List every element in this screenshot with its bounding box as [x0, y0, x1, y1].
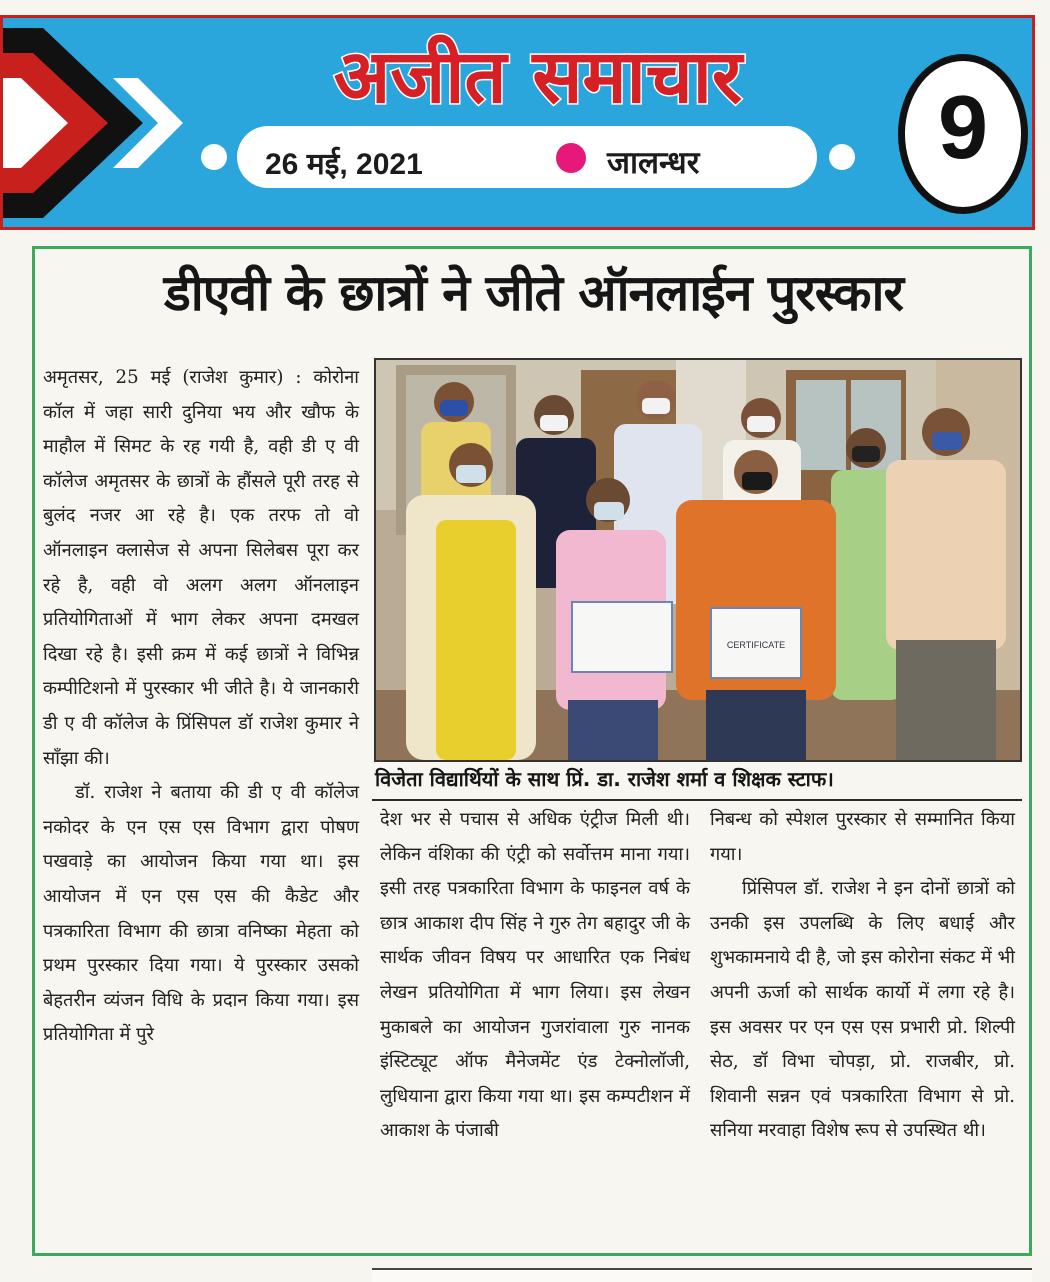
- page-number-badge: [898, 54, 1028, 214]
- column-3-paragraph-2: प्रिंसिपल डॉ. राजेश ने इन दोनों छात्रों को उनकी इस उपलब्धि के लिए बधाई और शुभकामनाये दी है, जो इस कोरोना संकट में भी अपनी ऊर्जा को सार्थक कार्यो में लगा रहे है। इस अवसर पर एन एस एस प्रभारी प्रो. शिल्पी सेठ, डॉ विभा चोपड़ा, प्रो. राजबीर, प्रो. शिवानी सन्नन एवं पत्रकारिता विभाग से प्रो. सनिया मरवाहा विशेष रूप से उपस्थित थी।: [710, 878, 1015, 1142]
- photo-caption: विजेता विद्यार्थियों के साथ प्रिं. डा. राजेश शर्मा व शिक्षक स्टाफ।: [375, 767, 834, 791]
- decorative-dot-right: [829, 144, 855, 170]
- group-photo: [374, 358, 1022, 762]
- masthead-banner: [0, 15, 1035, 230]
- newspaper-brand: अजीत समाचार: [333, 34, 743, 120]
- page-number: 9: [937, 78, 989, 178]
- article-column-1: [43, 361, 359, 1053]
- issue-date: 26 मई, 2021: [265, 148, 423, 181]
- edition-city: जालन्धर: [607, 145, 700, 180]
- article-headline: डीएवी के छात्रों ने जीते ऑनलाईन पुरस्कार: [164, 264, 903, 322]
- certificate-label: CERTIFICATE: [726, 640, 786, 650]
- caption-divider: [372, 799, 1022, 801]
- column-2-paragraph-1: देश भर से पचास से अधिक एंट्रीज मिली थी। लेकिन वंशिका की एंट्री को सर्वोत्तम माना गया। इसी तरह पत्रकारिता विभाग के फाइनल वर्ष के छात्र आकाश दीप सिंह ने गुरु तेग बहादुर जी के सार्थक जीवन विषय पर आधारित एक निबंध लेखन प्रतियोगिता में भाग लिया। इस लेखन मुकाबले का आयोजन गुजरांवाला गुरु नानक इंस्टिट्यूट ऑफ मैनेजमेंट एंड टेक्नोलॉजी, लुधियाना द्वारा किया गया था। इस कम्पटीशन में आकाश के पंजाबी: [380, 809, 690, 1142]
- article-column-3: [710, 803, 1015, 1149]
- city-dot-icon: [556, 143, 586, 173]
- chevron-decoration-icon: [3, 18, 203, 230]
- column-3-paragraph-1: निबन्ध को स्पेशल पुरस्कार से सम्मानित किया गया।: [710, 809, 1015, 865]
- decorative-dot-left: [201, 144, 227, 170]
- column-1-paragraph-1: अमृतसर, 25 मई (राजेश कुमार) : कोरोना कॉल में जहा सारी दुनिया भय और खौफ के माहौल में सिमट के रह गयी है, वही डी ए वी कॉलेज अमृतसर के छात्रों के हौंसले पूरी तरह से बुलंद नजर आ रहे है। एक तरफ तो वो ऑनलाइन क्लासेज से अपना सिलेबस पूरा कर रहे है, वही वो अलग अलग ऑनलाइन प्रतियोगिताओं में भाग लेकर अपना दमखल दिखा रहे है। इसी क्रम में कई छात्रों ने विभिन्न कम्पीटिशनो में पुरस्कार भी जीते है। ये जानकारी डी ए वी कॉलेज के प्रिंसिपल डॉ राजेश कुमार ने साँझा की।: [43, 367, 359, 769]
- column-1-paragraph-2: डॉ. राजेश ने बताया की डी ए वी कॉलेज नकोदर के एन एस एस विभाग द्वारा पोषण पखवाड़े का आयोजन किया गया था। इस आयोजन में एन एस एस की कैडेट और पत्रकारिता विभाग की छात्रा वनिष्का मेहता को प्रथम पुरस्कार दिया गया। ये पुरस्कार उसको बेहतरीन व्यंजन विधि के प्रदान किया गया। इस प्रतियोगिता में पुरे: [43, 782, 359, 1046]
- article-column-2: [380, 803, 690, 1149]
